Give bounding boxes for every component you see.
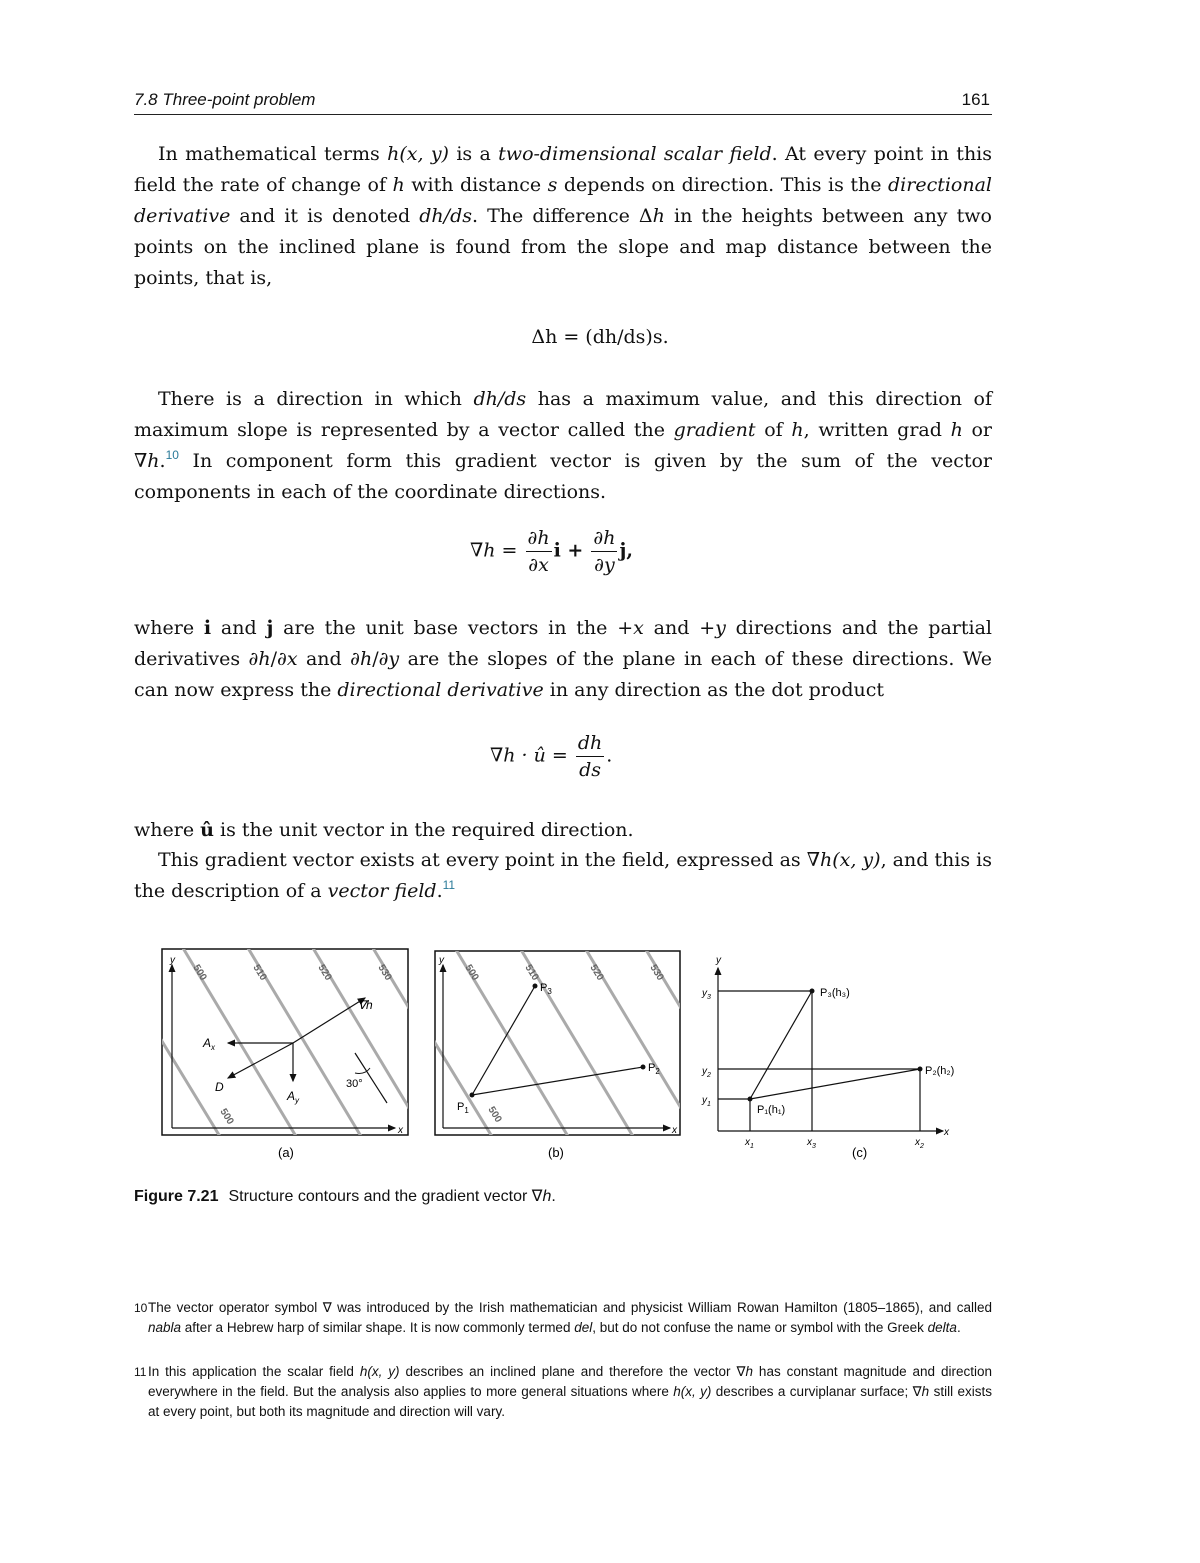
label-ax: $A_x$ <box>203 1036 216 1052</box>
label-p2: $P_2$ <box>648 1062 660 1076</box>
panel-b <box>432 943 762 1160</box>
vector-d <box>228 1043 293 1078</box>
contour-label: 500 <box>190 962 209 983</box>
label-x1: $x_1$ <box>745 1137 754 1150</box>
contour-label: 520 <box>315 962 334 983</box>
paragraph-scalar-field: In mathematical terms h(x, y) is a two-dimensional scalar field. At every point in this field the rate of change of h with distance s depends on direction. This is the directional derivative and it is denoted dh/ds. The difference Δh in the heights between any two points on the inclined plane is found from the slope and map distance between the points, that is, <box>134 143 993 289</box>
panel-a-x-axis: x <box>398 1125 403 1136</box>
paragraph-unit-vectors: where i and j are the unit base vectors in the +x and +y directions and the partial derivatives ∂h/∂x and ∂h/∂y are the slopes of the plane in each of these directions. We can now express the directional derivative in any direction as the dot product <box>134 617 993 701</box>
paragraph-unit-vector: where û is the unit vector in the required direction. <box>134 819 634 841</box>
figure-caption: Figure 7.21 Structure contours and the gradient vector ∇h. <box>134 1188 556 1205</box>
equation-dot-product: ∇h · û = $\frac{dh}{ds}$ . <box>490 732 613 781</box>
label-y1: $y_1$ <box>702 1095 711 1108</box>
footnote-10: 10 The vector operator symbol ∇ was introduced by the Irish mathematician and physicist William Rowan Hamilton (1805–1865), and called nabla after a Hebrew harp of similar shape. It is now commonly termed del, but do not confuse the name or symbol with the Greek delta. <box>134 1300 992 1335</box>
contour-label: 530 <box>647 962 666 983</box>
contour-label: 510 <box>522 962 541 983</box>
label-p1: $P_1$ <box>457 1101 469 1115</box>
label-d: D <box>215 1080 224 1094</box>
equation-height-difference: Δh = (dh/ds)s. <box>531 326 669 348</box>
term-directional-derivative: directional derivative <box>134 174 992 227</box>
label-p3h3: P₃(h₃) <box>820 987 850 999</box>
figure-label: Figure 7.21 <box>134 1188 219 1205</box>
panel-c-label: (c) <box>852 1145 868 1160</box>
label-x3: $x_3$ <box>807 1137 816 1150</box>
panel-c-y-axis: y <box>716 955 721 966</box>
label-p2h2: P₂(h₂) <box>925 1065 955 1077</box>
gradient-label: ∇h <box>358 998 373 1012</box>
label-y3: $y_3$ <box>702 988 711 1001</box>
footnote-ref-11[interactable]: 11 <box>442 878 456 892</box>
contour-label: 530 <box>375 962 394 983</box>
label-p3: $P_3$ <box>540 982 552 996</box>
label-ay: $A_y$ <box>287 1089 300 1105</box>
panel-b-label: (b) <box>548 1145 564 1160</box>
paragraph-gradient: There is a direction in which dh/ds has a maximum value, and this direction of maximum slope is represented by a vector called the gradient of h, written grad h or ∇h.$^{10}$ In component form this gradient vector is given by the sum of the vector components in each of the coordinate directions. <box>134 388 993 503</box>
running-header <box>134 88 992 115</box>
gradient-vector <box>293 998 365 1043</box>
panel-a-label: (a) <box>278 1145 294 1160</box>
paragraph-vector-field: This gradient vector exists at every point in the field, expressed as ∇h(x, y), and this is the description of a vector field.$^{11}$ <box>134 849 992 902</box>
page-number: 161 <box>961 90 990 109</box>
label-x2: $x_2$ <box>915 1137 924 1150</box>
contour-label: 500 <box>462 962 481 983</box>
term-gradient: gradient <box>673 419 756 441</box>
figure-structure-contours <box>160 943 970 1168</box>
contour-label: 500 <box>217 1106 236 1127</box>
term-vector-field: vector field <box>327 880 437 902</box>
panel-b-y-axis: y <box>439 955 444 966</box>
panel-b-x-axis: x <box>672 1125 677 1136</box>
label-p1h1: P₁(h₁) <box>757 1104 786 1116</box>
footnote-ref-10[interactable]: 10 <box>165 448 179 462</box>
term-scalar-field: two-dimensional scalar field <box>498 143 772 165</box>
equation-gradient-components: ∇h = $\frac{\partial h}{\partial x}$ i + $\frac{\partial h}{\partial y}$ j, <box>470 527 633 576</box>
contour-label: 520 <box>587 962 606 983</box>
label-y2: $y_2$ <box>702 1066 711 1079</box>
panel-c-x-axis: x <box>944 1127 949 1138</box>
contour-label: 500 <box>485 1104 504 1125</box>
contour-label: 510 <box>250 962 269 983</box>
panel-c <box>701 955 954 1160</box>
section-title: 7.8 Three-point problem <box>134 90 316 109</box>
angle-label: 30° <box>346 1078 363 1090</box>
panel-a-y-axis: y <box>170 955 175 966</box>
footnote-11: 11 In this application the scalar field h(x, y) describes an inclined plane and therefore the vector ∇h has constant magnitude and direction everywhere in the field. But the analysis also applies to more general situations where h(x, y) describes a curviplanar surface; ∇h still exists at every point, but both its magnitude and direction will vary. <box>134 1364 992 1419</box>
